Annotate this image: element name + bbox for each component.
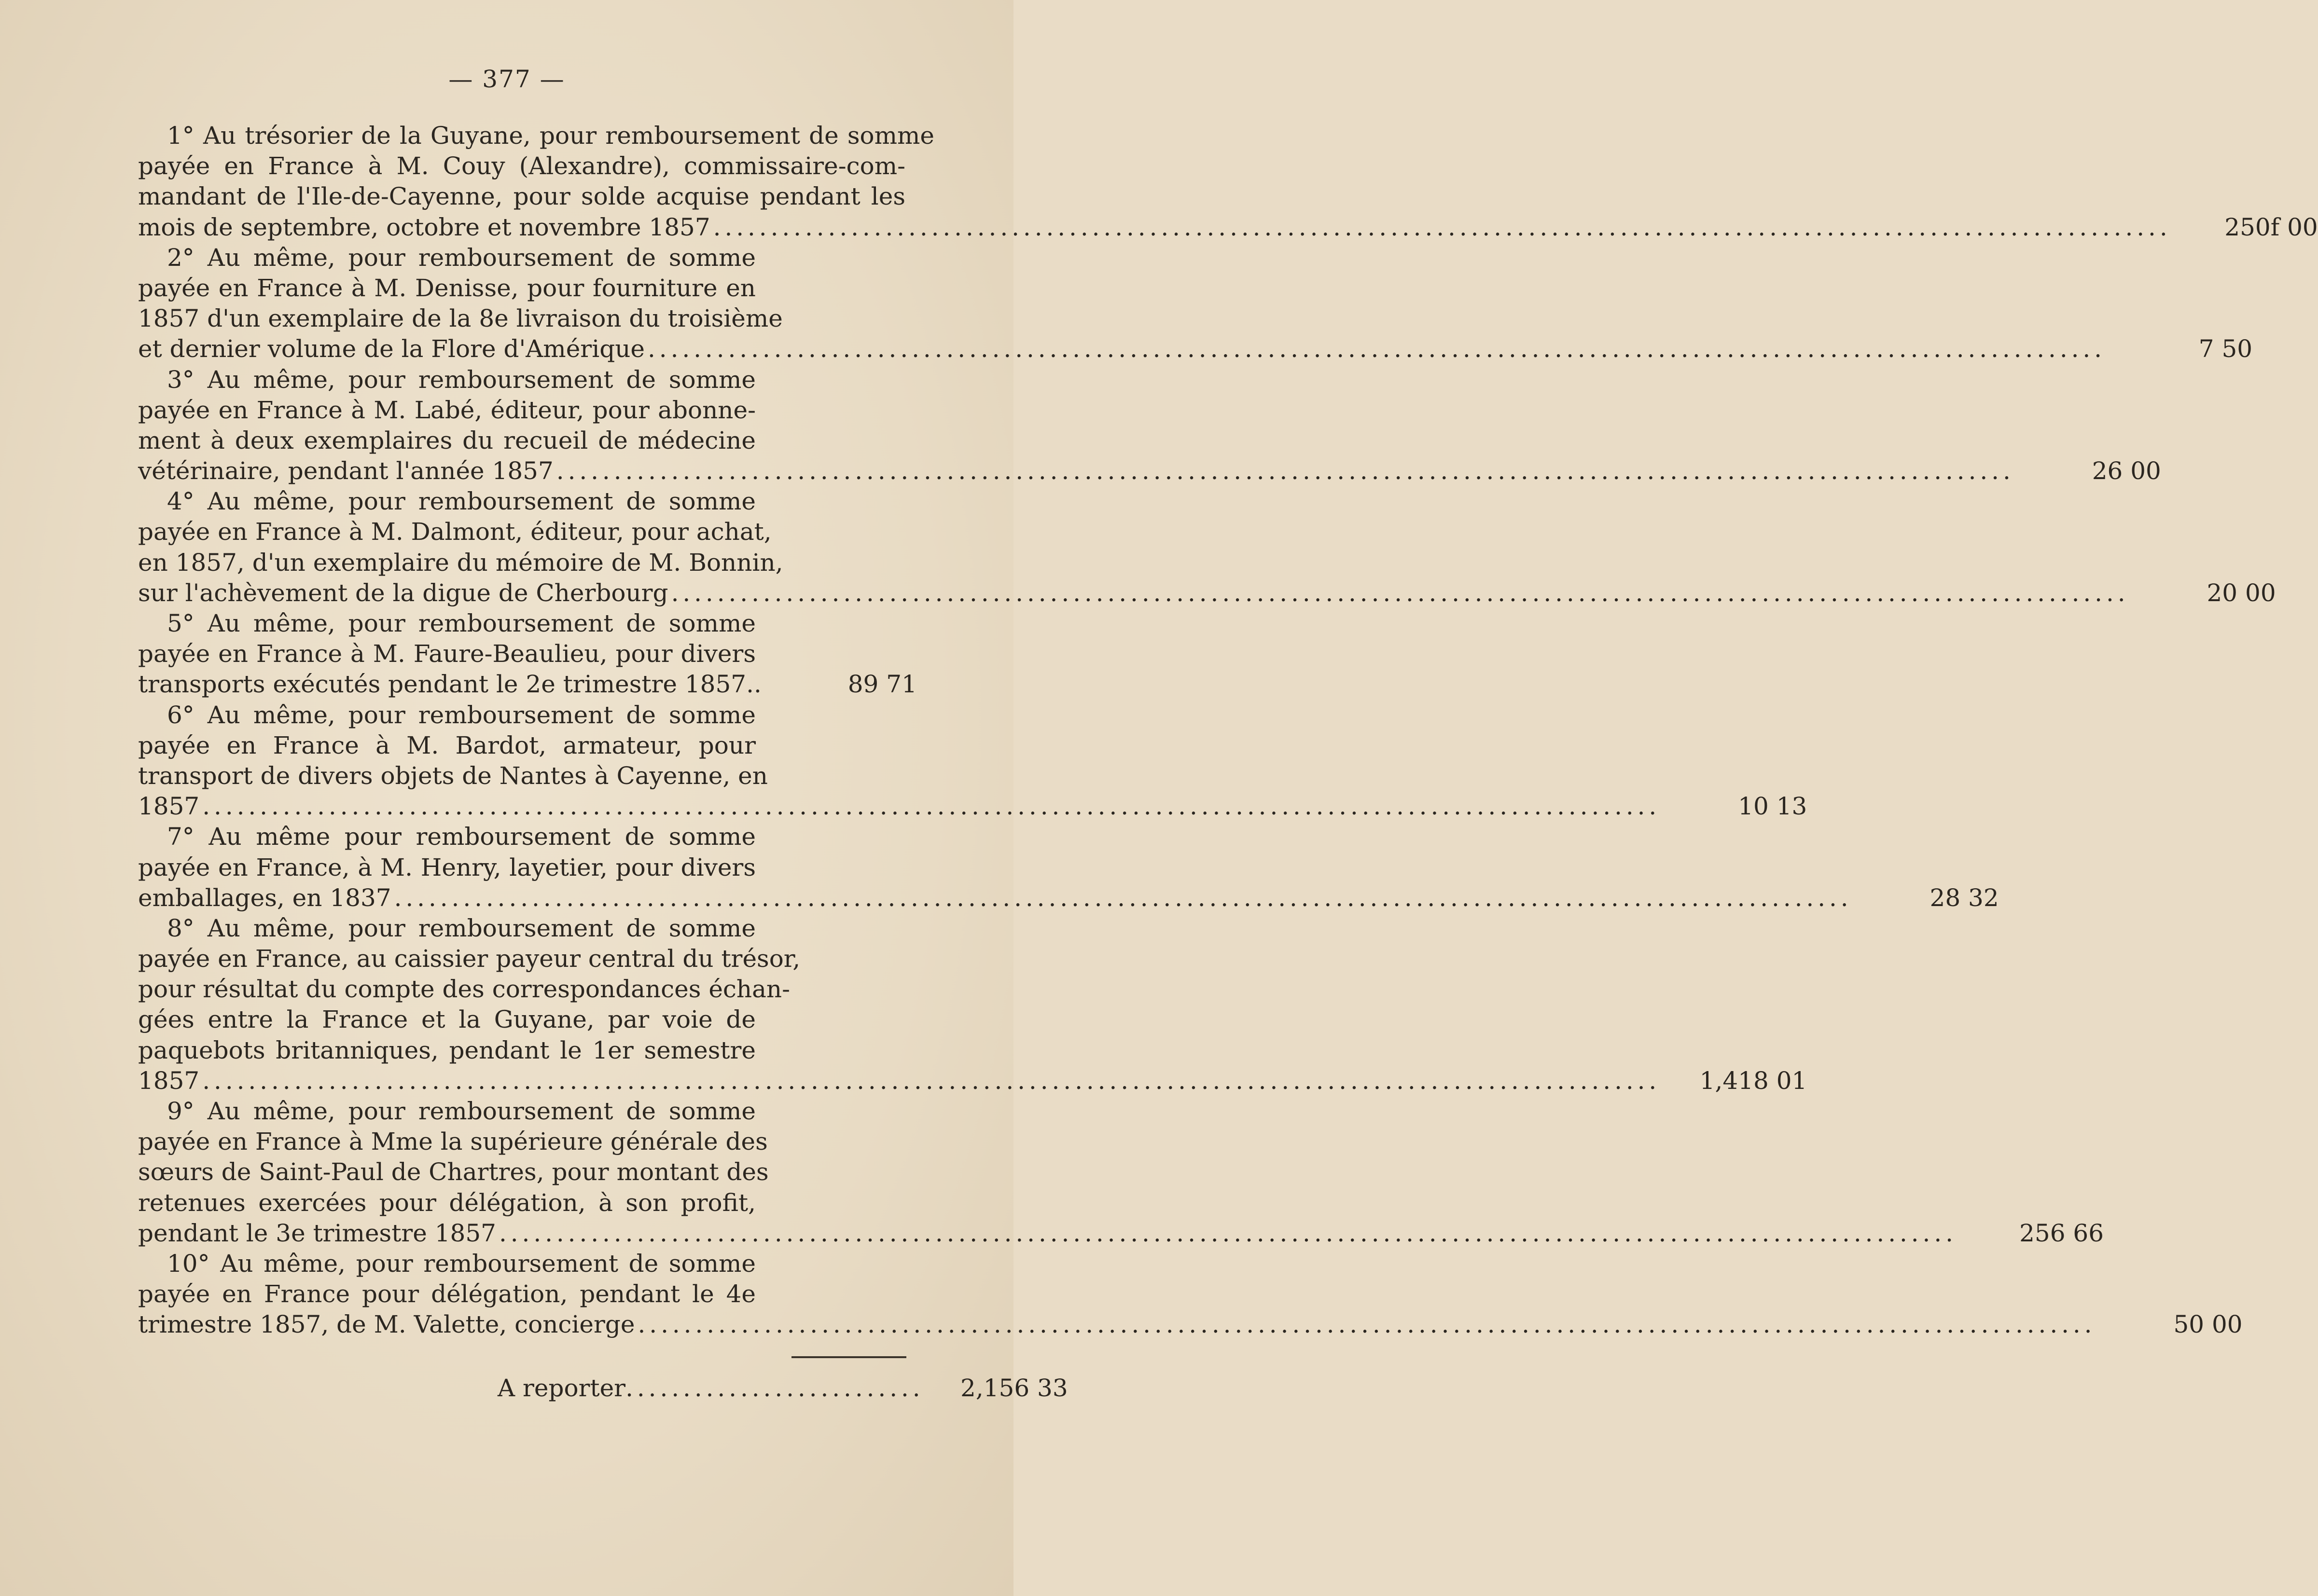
carry-forward-amount: 2,156 33: [960, 1374, 1068, 1402]
leader-dots: [394, 883, 1846, 913]
entry-amount: 1,418 01: [1699, 1066, 1807, 1095]
leader-dots: [671, 578, 2124, 608]
leader-dots: [713, 212, 2165, 243]
entry-last-line: [138, 212, 2318, 243]
entry-line: 5° Au même, pour remboursement de somme: [167, 609, 756, 637]
entry-amount: 26 00: [2092, 457, 2161, 485]
entry-line: payée en France à M. Labé, éditeur, pour abonne-: [138, 396, 756, 424]
entry-line: en 1857, d'un exemplaire du mémoire de M. Bonnin,: [138, 548, 783, 577]
entry-last-text: transports exécutés pendant le 2e trimestre 1857..: [138, 670, 762, 699]
entry-last-text: emballages, en 1837: [138, 883, 391, 912]
entry-4: [138, 486, 2276, 608]
entry-line: transport de divers objets de Nantes à Cayenne, en: [138, 761, 768, 790]
entry-last-text: et dernier volume de la Flore d'Amérique: [138, 335, 645, 363]
total-rule: [791, 1356, 906, 1358]
entry-line: paquebots britanniques, pendant le 1er semestre: [138, 1036, 756, 1064]
entry-last-line: [138, 883, 1999, 913]
entry-line: 2° Au même, pour remboursement de somme: [167, 243, 756, 272]
entry-line: payée en France pour délégation, pendant le 4e: [138, 1280, 756, 1308]
entry-7: [138, 822, 1999, 913]
entry-line: 6° Au même, pour remboursement de somme: [167, 701, 756, 729]
carry-forward-line: [138, 1373, 1068, 1403]
entry-last-text: pendant le 3e trimestre 1857: [138, 1219, 496, 1247]
entry-line: payée en France à M. Faure-Beaulieu, pour divers: [138, 640, 756, 668]
entry-last-line: [138, 456, 2161, 486]
entry-line: payée en France à M. Couy (Alexandre), commissaire-com-: [138, 152, 905, 180]
leader-dots: [556, 456, 2009, 486]
entry-last-line: [138, 1218, 2104, 1249]
entry-1: [138, 121, 2318, 243]
entry-line: 1° Au trésorier de la Guyane, pour remboursement de somme: [167, 122, 934, 150]
entry-last-text: 1857: [138, 792, 200, 821]
entry-line: pour résultat du compte des correspondances échan-: [138, 975, 791, 1004]
entry-line: mandant de l'Ile-de-Cayenne, pour solde acquise pendant les: [138, 182, 905, 211]
entry-last-line: [138, 791, 1807, 822]
entry-8: [138, 913, 1807, 1096]
leader-dots: [648, 334, 2100, 364]
entry-line: 9° Au même, pour remboursement de somme: [167, 1097, 756, 1125]
entry-line: payée en France, à M. Henry, layetier, pour divers: [138, 853, 756, 881]
entry-line: 1857 d'un exemplaire de la 8e livraison du troisième: [138, 304, 783, 333]
entry-line: 10° Au même, pour remboursement de somme: [167, 1249, 756, 1278]
entry-10: [138, 1249, 2243, 1340]
entry-last-line: [138, 578, 2276, 608]
entry-last-text: vétérinaire, pendant l'année 1857: [138, 457, 554, 485]
entry-2: [138, 243, 2253, 365]
entry-line: sœurs de Saint-Paul de Chartres, pour montant des: [138, 1158, 769, 1186]
entry-last-line: [138, 1066, 1807, 1096]
entry-line: payée en France à M. Dalmont, éditeur, pour achat,: [138, 518, 772, 546]
entry-amount: 256 66: [2019, 1219, 2104, 1247]
carry-forward-label: A reporter: [498, 1374, 626, 1402]
entry-line: retenues exercées pour délégation, à son profit,: [138, 1188, 756, 1217]
page-number: — 377 —: [448, 65, 565, 93]
entry-line: 3° Au même, pour remboursement de somme: [167, 365, 756, 394]
entry-line: payée en France à M. Bardot, armateur, pour: [138, 731, 756, 759]
entry-amount: 20 00: [2207, 578, 2276, 607]
entry-amount: 10 13: [1738, 792, 1807, 821]
leader-dots: [638, 1309, 2090, 1340]
leader-dots: [625, 1373, 918, 1403]
entry-amount: 50 00: [2173, 1310, 2243, 1339]
leader-dots: [202, 1066, 1654, 1096]
entry-amount: 250f 00: [2224, 213, 2318, 241]
entry-last-line: [138, 1309, 2243, 1340]
entry-last-text: 1857: [138, 1066, 200, 1095]
entry-3: [138, 365, 2161, 487]
entry-line: payée en France à Mme la supérieure générale des: [138, 1128, 768, 1156]
entries-list: [138, 121, 2318, 1340]
entry-last-line: [138, 669, 917, 700]
entry-line: payée en France à M. Denisse, pour fourniture en: [138, 274, 756, 302]
entry-amount: 89 71: [847, 670, 917, 699]
entry-line: 8° Au même, pour remboursement de somme: [167, 914, 756, 942]
entry-9: [138, 1096, 2104, 1249]
entry-amount: 7 50: [2198, 335, 2253, 363]
entry-line: 7° Au même pour remboursement de somme: [167, 823, 756, 851]
leader-dots: [202, 791, 1654, 822]
entry-line: ment à deux exemplaires du recueil de médecine: [138, 426, 756, 454]
entry-last-text: trimestre 1857, de M. Valette, concierge: [138, 1310, 635, 1339]
entry-last-text: sur l'achèvement de la digue de Cherbourg: [138, 578, 668, 607]
entry-line: 4° Au même, pour remboursement de somme: [167, 487, 756, 516]
entry-6: [138, 700, 1807, 822]
entry-line: gées entre la France et la Guyane, par voie de: [138, 1005, 756, 1034]
entry-5: [138, 608, 917, 700]
entry-amount: 28 32: [1929, 883, 1999, 912]
entry-last-line: [138, 334, 2253, 364]
leader-dots: [499, 1218, 1951, 1249]
entry-line: payée en France, au caissier payeur central du trésor,: [138, 945, 801, 973]
entry-last-text: mois de septembre, octobre et novembre 1857: [138, 213, 710, 241]
